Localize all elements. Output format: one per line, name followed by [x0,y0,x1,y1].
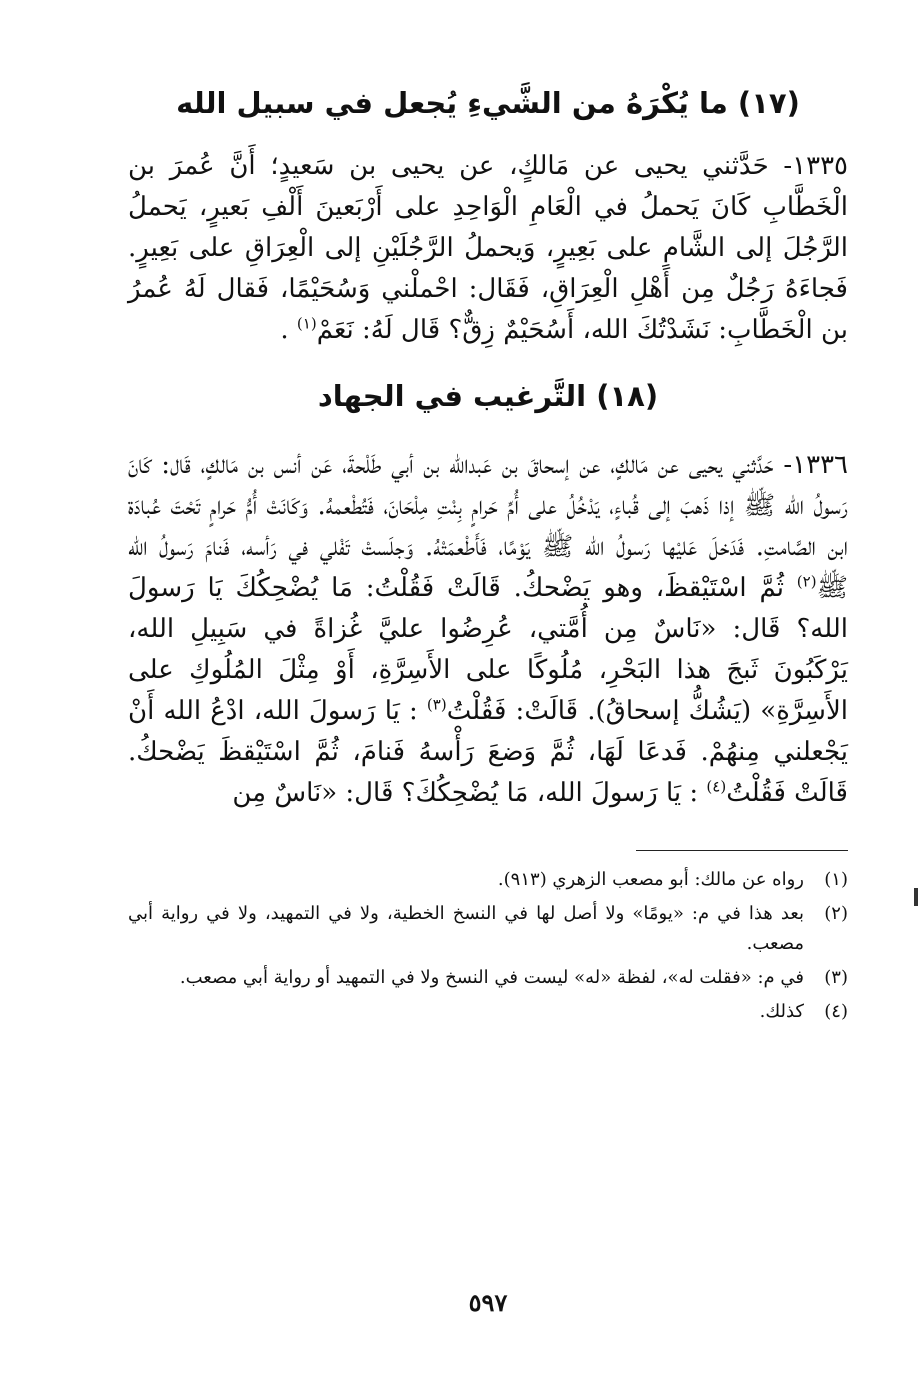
chapter-17-heading: (١٧) ما يُكْرَهُ من الشَّيءِ يُجعل في سبيل الله [176,86,800,120]
footnote-2 [128,899,848,959]
scan-edge-mark [914,888,918,906]
footnote-text: كذلك. [759,1001,804,1022]
footnote-number: (٤) [824,1001,848,1022]
footnotes-section [128,865,848,1027]
footnote-ref-1[interactable]: (١) [296,314,317,333]
footnote-number: (٣) [824,967,848,988]
footnote-divider [636,850,848,851]
footnote-1 [128,865,848,895]
footnote-ref-2[interactable]: (٢) [796,572,817,591]
footnote-text: في م: «فقلت له»، لفظة «له» ليست في النسخ ولا في التمهيد أو رواية أبي مصعب. [179,967,804,988]
footnote-ref-4[interactable]: (٤) [706,777,727,796]
footnote-ref-3[interactable]: (٣) [426,695,447,714]
hadith-1335-text: ١٣٣٥- حَدَّثني يحيى عن مَالكٍ، عن يحيى بن سَعيدٍ؛ أَنَّ عُمرَ بن الْخَطَّابِ كَانَ يَحملُ في الْعَامِ الْوَاحِدِ على أَرْبَعينَ أَلْفِ بَعيرٍ، يَحملُ الرَّجُلَ إلى الشَّامِ على بَعِيرٍ، وَيحملُ الرَّجُلَيْنِ إلى الْعِرَاقِ على بَعِيرٍ. فَجاءَهُ رَجُلٌ مِن أَهْلِ الْعِرَاقِ، فَقَال: احْملْني وَسُحَيْمًا، فَقال لَهُ عُمرُ بن الْخَطَّابِ: نَشَدْتُكَ الله، أَسُحَيْمٌ زِقٌّ؟ قَال لَهُ: نَعَمْ [128,151,848,345]
book-page [128,70,848,1360]
footnote-number: (١) [824,869,848,890]
footnote-number: (٢) [824,903,848,924]
footnote-text: بعد هذا في م: «يومًا» ولا أصل لها في النسخ الخطية، ولا في التمهيد، ولا في رواية أبي مصعب. [128,903,804,954]
page-number: ٥٩٧ [468,1288,508,1317]
hadith-1335 [128,146,848,351]
hadith-1336-text-4: : يَا رَسولَ الله، مَا يُضْحِكُكَ؟ قَال: «نَاسٌ مِن [232,778,707,808]
footnote-text: رواه عن مالك: أبو مصعب الزهري (٩١٣). [497,869,804,890]
hadith-1336 [128,445,848,814]
hadith-1336-text-2: ثُمَّ اسْتَيْقظَ، وهو يَضْحكُ. قَالَتْ فَقُلْتُ: مَا يُضْحِكُكَ يَا رَسولَ الله؟ قَال: «نَاسٌ مِن أُمَّتي، عُرِضُوا عليَّ غُزاةً في سَبِيلِ الله، يَرْكَبُونَ ثَبجَ هذا البَحْرِ، مُلُوكًا على الأَسِرَّةِ، أَوْ مِثْلَ المُلُوكِ على الأَسِرَّةِ» (يَشُكُّ إسحاقُ). قَالَتْ: فَقُلْتُ [128,573,849,726]
hadith-1336-text-3: : يَا رَسولَ الله، ادْعُ الله أَنْ يَجْعلني مِنهُمْ. فَدعَا لَهَا، ثُمَّ وَضعَ رَأْسهُ فَنامَ، ثُمَّ اسْتَيْقظَ يَضْحكُ. قَالَتْ فَقُلْتُ [128,696,848,808]
footnote-3 [128,963,848,993]
hadith-1336-text-1: ١٣٣٦- حَدَّثني يحيى عن مَالكٍ، عن إسحاقَ بن عَبدالله بن أبي طَلْحةَ، عَن أنس بن مَالكٍ، قَال: كَانَ رَسولُ الله ﷺ إذا ذَهبَ إلى قُباءٍ، يَدْخُلُ على أُمِّ حَرامٍ بِنْتِ مِلْحَانَ، فَتُطْعمهُ. وَكَانَتْ أُمُّ حَرامٍ تَحْتَ عُبادَة ابن الصَّامتِ. فَدَخلَ عَليْها رَسولُ الله ﷺ يَوْمًا، فَأَطْعمَتْهُ. وَجلَستْ تَفْلي في رَأسه، فَنامَ رَسولُ الله ﷺ [128,450,848,603]
footnote-4 [128,997,848,1027]
chapter-18-heading: (١٨) التَّرغيب في الجهاد [317,379,659,413]
hadith-1335-end: . [280,315,297,345]
